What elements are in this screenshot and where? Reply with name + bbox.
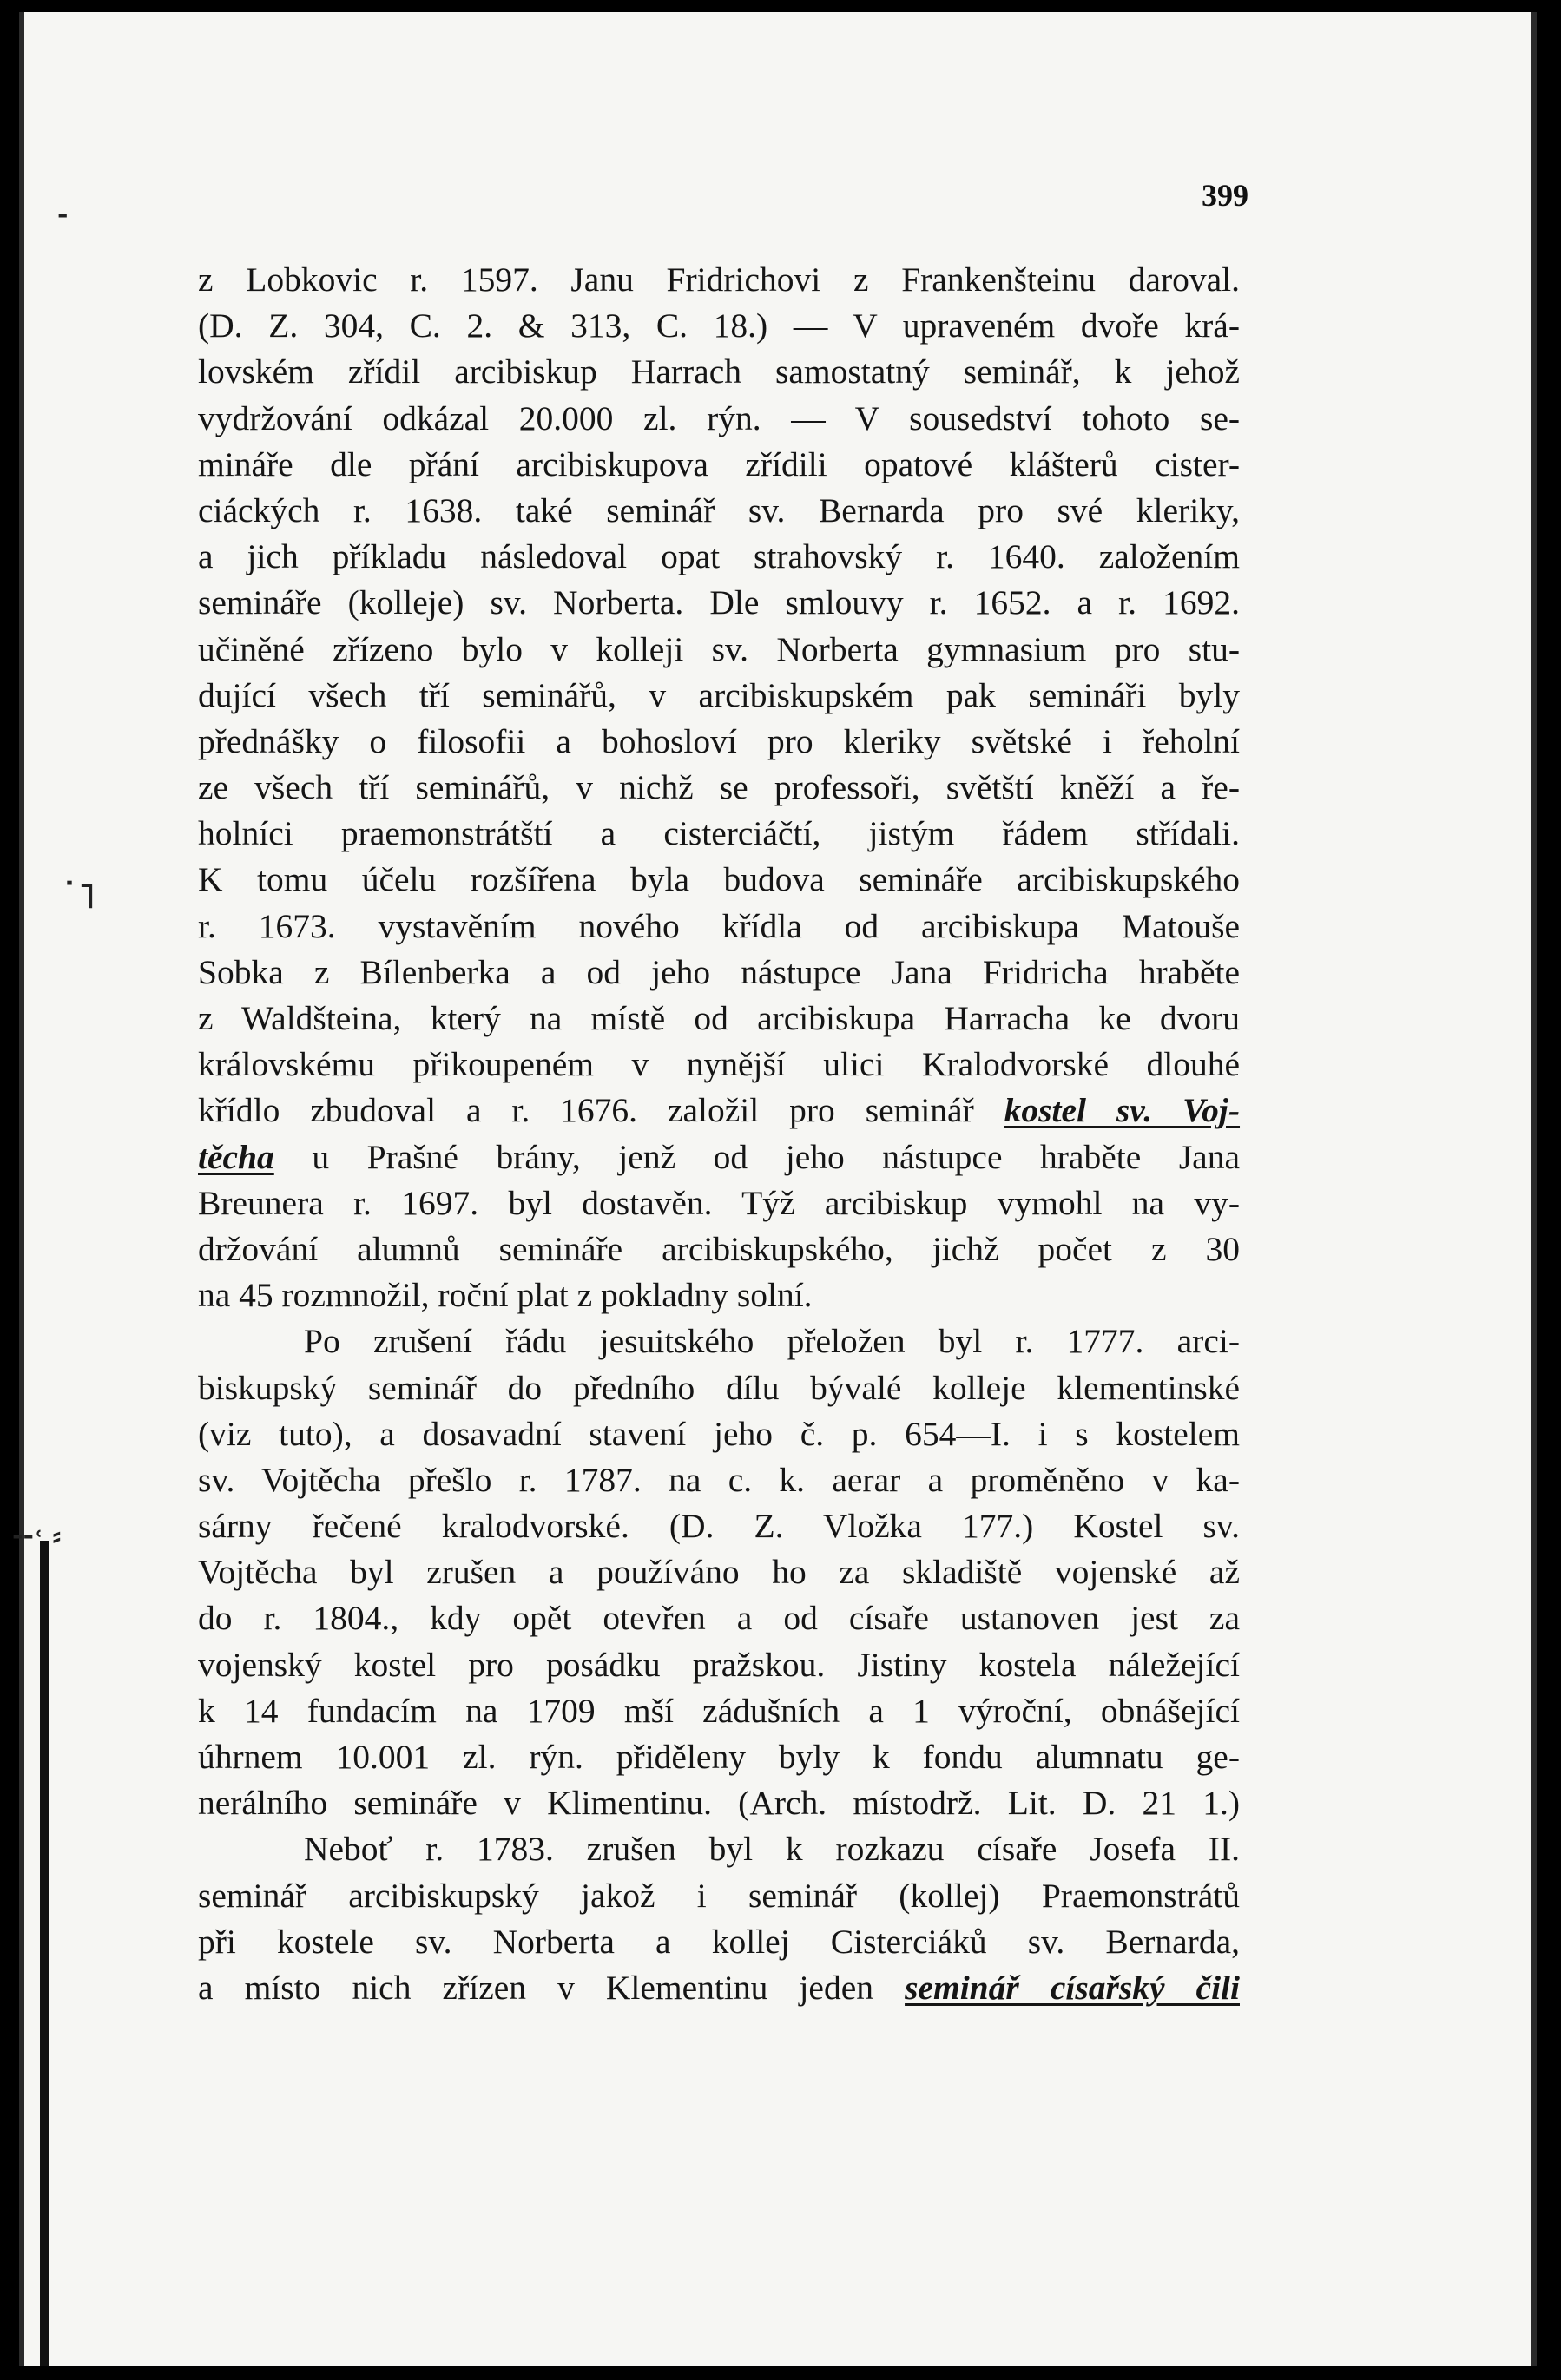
text-line: přednášky o filosofii a bohosloví pro kleriky světské i řeholní	[198, 721, 1240, 760]
right-page-edge	[1531, 12, 1537, 2366]
paragraph-start: Po zrušení řádu jesuitského přeložen byl r. 1777. arci-	[304, 1322, 1240, 1361]
text-line: k 14 fundacím na 1709 mší zádušních a 1 výroční, obnášející	[198, 1691, 1240, 1730]
line-text: křídlo zbudoval a r. 1676. založil pro seminář	[198, 1091, 974, 1130]
text-line: dující všech tří seminářů, v arcibiskupském pak semináři byly	[198, 675, 1240, 714]
line-text: a místo nich zřízen v Klementinu jeden	[198, 1968, 873, 2007]
text-line-with-emphasis	[198, 1965, 1240, 2011]
emphasis-seminar-cisarsky: seminář císařský čili	[905, 1968, 1240, 2007]
text-line: ze všech tří seminářů, v nichž se professoři, světští kněží a ře-	[198, 768, 1240, 807]
text-line: úhrnem 10.001 zl. rýn. přiděleny byly k fondu alumnatu ge-	[198, 1738, 1240, 1776]
text-line: semináře (kolleje) sv. Norberta. Dle smlouvy r. 1652. a r. 1692.	[198, 583, 1240, 622]
text-line: ciáckých r. 1638. také seminář sv. Bernarda pro své kleriky,	[198, 490, 1240, 529]
text-line: královskému přikoupeném v nynější ulici Kralodvorské dlouhé	[198, 1045, 1240, 1084]
left-page-edge	[19, 12, 24, 2366]
emphasis-techa: těcha	[198, 1137, 274, 1176]
emphasis-kostel-sv-vojtecha: kostel sv. Voj-	[1004, 1091, 1241, 1130]
text-line: učiněné zřízeno bylo v kolleji sv. Norberta gymnasium pro stu-	[198, 629, 1240, 668]
paragraph-start: Neboť r. 1783. zrušen byl k rozkazu císaře Josefa II.	[304, 1830, 1240, 1869]
line-text: u Prašné brány, jenž od jeho nástupce hraběte Jana	[312, 1137, 1241, 1176]
text-line: do r. 1804., kdy opět otevřen a od císaře ustanoven jest za	[198, 1599, 1240, 1638]
text-line-with-emphasis	[198, 1134, 1240, 1180]
text-line: biskupský seminář do předního dílu bývalé kolleje klementinské	[198, 1368, 1240, 1407]
body-text	[198, 257, 1240, 2011]
margin-mark-lower: -‐˓ ⸗	[12, 1521, 62, 1551]
text-line: r. 1673. vystavěním nového křídla od arcibiskupa Matouše	[198, 906, 1240, 945]
text-line: na 45 rozmnožil, roční plat z pokladny solní.	[198, 1276, 813, 1315]
margin-mark-top: ‑	[57, 200, 69, 230]
text-line: při kostele sv. Norberta a kollej Cisterciáků sv. Bernarda,	[198, 1922, 1240, 1961]
text-line: seminář arcibiskupský jakož i seminář (kollej) Praemonstrátů	[198, 1876, 1240, 1915]
text-line-with-emphasis	[198, 1088, 1240, 1134]
text-line: vojenský kostel pro posádku pražskou. Jistiny kostela náležející	[198, 1645, 1240, 1684]
text-line: Breunera r. 1697. byl dostavěn. Týž arcibiskup vymohl na vy-	[198, 1183, 1240, 1222]
text-line: (D. Z. 304, C. 2. & 313, C. 18.) — V upraveném dvoře krá-	[198, 306, 1240, 345]
text-line: mináře dle přání arcibiskupova zřídili opatové klášterů cister-	[198, 444, 1240, 483]
text-line: vydržování odkázal 20.000 zl. rýn. — V sousedství tohoto se-	[198, 398, 1240, 437]
text-line: držování alumnů semináře arcibiskupského, jichž počet z 30	[198, 1229, 1240, 1268]
page-number: 399	[1202, 178, 1248, 213]
text-line: K tomu účelu rozšířena byla budova semináře arcibiskupského	[198, 860, 1240, 899]
text-line: holníci praemonstrátští a cisterciáčtí, jistým řádem střídali.	[198, 814, 1240, 853]
text-line: nerálního semináře v Klimentinu. (Arch. místodrž. Lit. D. 21 1.)	[198, 1784, 1240, 1823]
text-line: Sobka z Bílenberka a od jeho nástupce Jana Fridricha hraběte	[198, 952, 1240, 991]
text-line: Vojtěcha byl zrušen a používáno ho za skladiště vojenské až	[198, 1553, 1240, 1592]
text-line: sv. Vojtěcha přešlo r. 1787. na c. k. aerar a proměněno v ka-	[198, 1460, 1240, 1499]
left-binding-shadow	[40, 1541, 49, 2366]
text-line: lovském zřídil arcibiskup Harrach samostatný seminář, k jehož	[198, 352, 1240, 391]
margin-mark-mid: ˙˥	[61, 877, 96, 917]
text-line: z Lobkovic r. 1597. Janu Fridrichovi z Frankenšteinu daroval.	[198, 260, 1240, 299]
text-line: sárny řečené kralodvorské. (D. Z. Vložka 177.) Kostel sv.	[198, 1507, 1240, 1546]
text-line: (viz tuto), a dosavadní stavení jeho č. p. 654—I. i s kostelem	[198, 1414, 1240, 1453]
text-line: z Waldšteina, který na místě od arcibiskupa Harracha ke dvoru	[198, 999, 1240, 1037]
text-line: a jich příkladu následoval opat strahovský r. 1640. založením	[198, 537, 1240, 576]
